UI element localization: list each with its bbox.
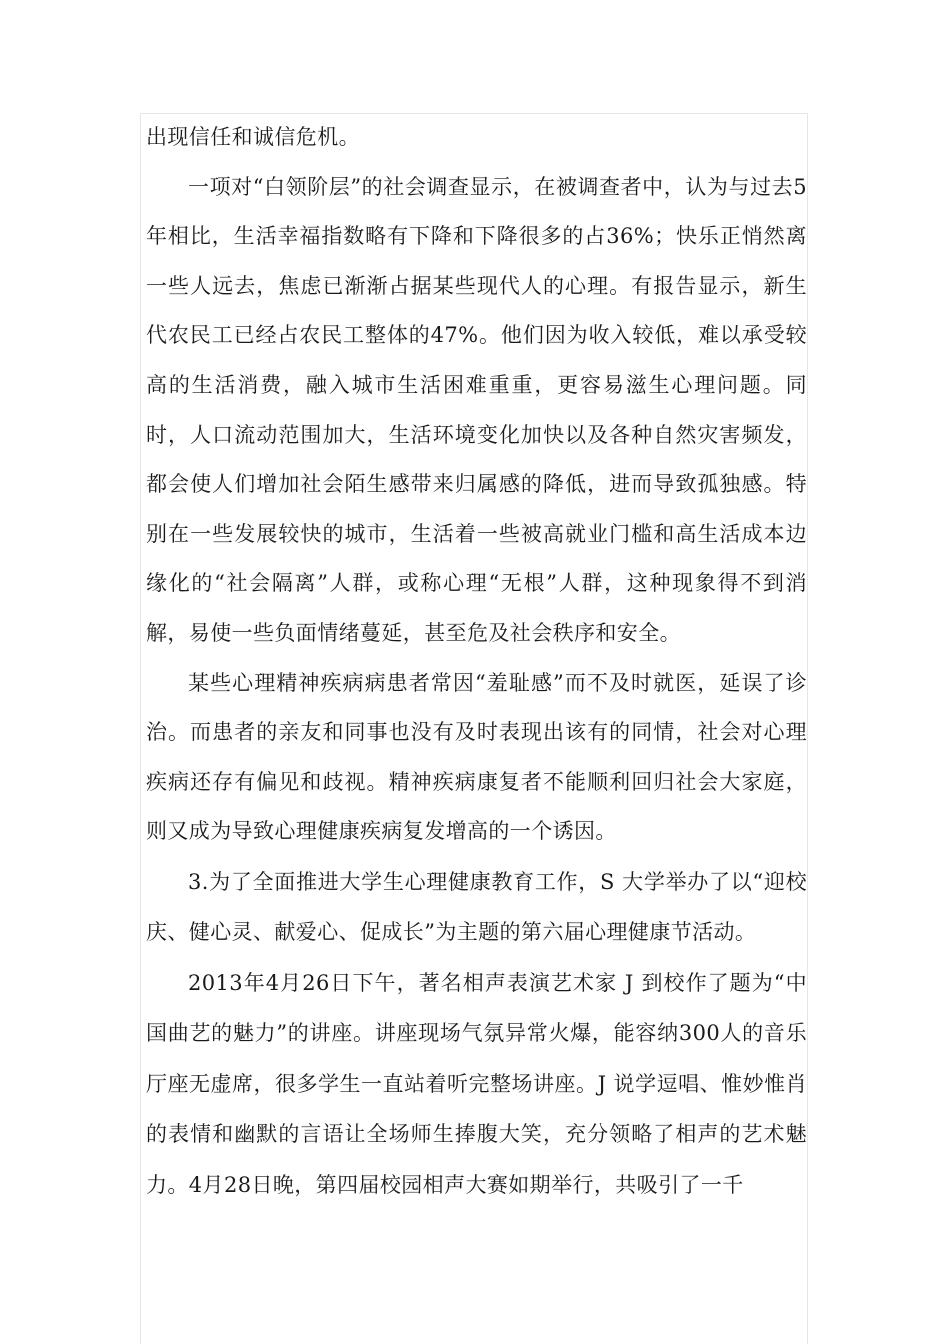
paragraph-lecture: 2013年4月26日下午，著名相声表演艺术家 J 到校作了题为“中国曲艺的魅力”的讲座。讲座现场气氛异常火爆，能容纳300人的音乐厅座无虚席，很多学生一直站着听完整场讲座。J 说学逗唱、惟妙惟肖的表情和幽默的言语让全场师生捧腹大笑，充分领略了相声的艺术魅力。4月28日晚，第四届校园相声大赛如期举行，共吸引了一千 [146, 970, 807, 1197]
paragraph-health-festival: 3.为了全面推进大学生心理健康教育工作，S 大学举办了以“迎校庆、健心灵、献爱心、促成长”为主题的第六届心理健康节活动。 [146, 869, 807, 945]
paragraph-stigma: 某些心理精神疾病病患者常因“羞耻感”而不及时就医，延误了诊治。而患者的亲友和同事也没有及时表现出该有的同情，社会对心理疾病还存有偏见和歧视。精神疾病康复者不能顺利回归社会大家庭，则又成为导致心理健康疾病复发增高的一个诱因。 [146, 670, 807, 844]
paragraph-survey: 一项对“白领阶层”的社会调查显示，在被调查者中，认为与过去5年相比，生活幸福指数略有下降和下降很多的占36%；快乐正悄然离一些人远去，焦虑已渐渐占据某些现代人的心理。有报告显示，新生代农民工已经占农民工整体的47%。他们因为收入较低，难以承受较高的生活消费，融入城市生活困难重重，更容易滋生心理问题。同时，人口流动范围加大，生活环境变化加快以及各种自然灾害频发，都会使人们增加社会陌生感带来归属感的降低，进而导致孤独感。特别在一些发展较快的城市，生活着一些被高就业门槛和高生活成本边缘化的“社会隔离”人群，或称心理“无根”人群，这种现象得不到消解，易使一些负面情绪蔓延，甚至危及社会秩序和安全。 [146, 174, 807, 645]
document-body [146, 113, 807, 1210]
paragraph-continuation: 出现信任和诚信危机。 [146, 125, 360, 149]
